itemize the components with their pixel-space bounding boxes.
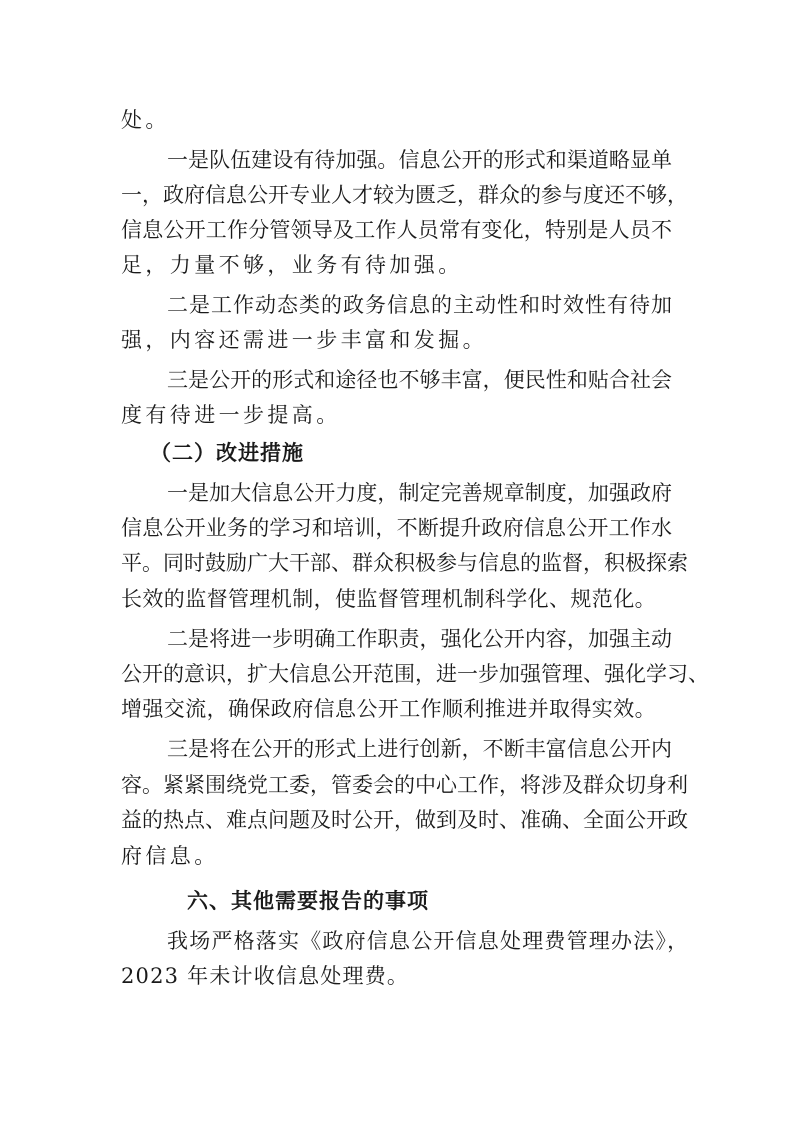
body-text-line: 容。紧紧围绕党工委，管委会的中心工作，将涉及群众切身利 <box>121 773 688 797</box>
body-text-line: 平。同时鼓励广大干部、群众积极参与信息的监督，积极探索 <box>121 551 688 575</box>
body-text-line: 信息公开工作分管领导及工作人员常有变化，特别是人员不 <box>121 218 672 242</box>
body-text-line: 府信息。 <box>121 844 219 868</box>
body-text-line: 增强交流，确保政府信息公开工作顺利推进并取得实效。 <box>121 697 656 721</box>
body-text-line: 信息公开业务的学习和培训，不断提升政府信息公开工作水 <box>121 516 672 540</box>
body-text-line: 处。 <box>121 108 170 132</box>
body-text-line: 一是加大信息公开力度，制定完善规章制度，加强政府 <box>167 481 672 505</box>
body-text-line: 2023 年未计收信息处理费。 <box>121 964 410 988</box>
body-text-line: 三是公开的形式和途径也不够丰富，便民性和贴合社会 <box>167 368 672 392</box>
body-text-line: 强，内容还需进一步丰富和发掘。 <box>121 328 487 352</box>
body-text-line: 一是队伍建设有待加强。信息公开的形式和渠道略显单 <box>167 148 672 172</box>
body-text-line: 公开的意识，扩大信息公开范围，进一步加强管理、强化学习、 <box>121 662 709 686</box>
section-heading: （二）改进措施 <box>150 440 304 465</box>
body-text-line: 足，力量不够，业务有待加强。 <box>121 253 463 277</box>
body-text-line: 长效的监督管理机制，使监督管理机制科学化、规范化。 <box>121 587 656 611</box>
body-text-line: 二是工作动态类的政务信息的主动性和时效性有待加 <box>167 293 672 317</box>
body-text-line: 度有待进一步提高。 <box>121 403 341 427</box>
body-text-line: 益的热点、难点问题及时公开，做到及时、准确、全面公开政 <box>121 808 688 832</box>
body-text-line: 二是将进一步明确工作职责，强化公开内容，加强主动 <box>167 627 672 651</box>
body-text-line: 三是将在公开的形式上进行创新，不断丰富信息公开内 <box>167 737 672 761</box>
body-text-line: 我场严格落实《政府信息公开信息处理费管理办法》， <box>167 929 690 953</box>
section-heading: 六、其他需要报告的事项 <box>187 888 429 913</box>
body-text-line: 一，政府信息公开专业人才较为匮乏，群众的参与度还不够， <box>121 183 688 207</box>
